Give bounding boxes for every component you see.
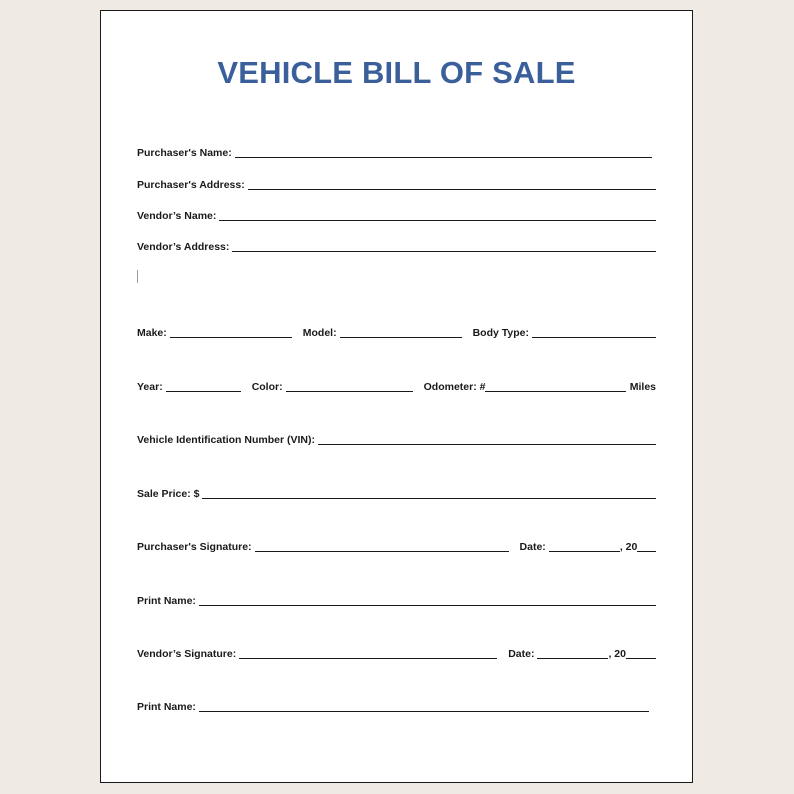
vendor-print-name-row	[137, 697, 649, 713]
color-field[interactable]	[286, 379, 413, 392]
vendor-date-field[interactable]	[537, 646, 608, 659]
vendor-address-row	[137, 237, 656, 253]
purchaser-name-label: Purchaser's Name:	[137, 147, 232, 159]
vendor-name-field[interactable]	[219, 208, 656, 221]
purchaser-print-name-field[interactable]	[199, 593, 656, 606]
purchaser-date-label: Date:	[519, 541, 546, 553]
model-field[interactable]	[340, 325, 462, 338]
year-label: Year:	[137, 381, 163, 393]
miles-label: Miles	[629, 381, 656, 393]
purchaser-name-field[interactable]	[235, 145, 652, 158]
make-field[interactable]	[170, 325, 292, 338]
sale-price-label: Sale Price: $	[137, 488, 200, 500]
vin-field[interactable]	[318, 432, 656, 445]
vendor-print-name-label: Print Name:	[137, 701, 196, 713]
odometer-field[interactable]	[485, 379, 625, 392]
make-label: Make:	[137, 327, 167, 339]
vendor-signature-field[interactable]	[239, 646, 497, 659]
form-title: VEHICLE BILL OF SALE	[217, 55, 576, 90]
purchaser-name-row	[137, 143, 652, 159]
vendor-date-label: Date:	[508, 648, 535, 660]
vendor-name-row	[137, 206, 656, 222]
purchaser-signature-label: Purchaser's Signature:	[137, 541, 252, 553]
purchaser-date-year-field[interactable]	[637, 539, 656, 552]
vendor-date-year-prefix: , 20	[608, 648, 626, 660]
year-color-odometer-row	[137, 377, 656, 393]
odometer-label: Odometer: #	[423, 381, 486, 393]
vin-row	[137, 430, 656, 446]
purchaser-signature-field[interactable]	[255, 539, 509, 552]
purchaser-date-field[interactable]	[549, 539, 620, 552]
color-label: Color:	[251, 381, 283, 393]
sale-price-row	[137, 484, 656, 500]
vendor-name-label: Vendor’s Name:	[137, 210, 217, 222]
vendor-print-name-field[interactable]	[199, 699, 649, 712]
year-field[interactable]	[166, 379, 241, 392]
form-page	[100, 10, 693, 783]
vendor-address-label: Vendor’s Address:	[137, 241, 230, 253]
purchaser-date-year-prefix: , 20	[619, 541, 638, 553]
body-type-label: Body Type:	[472, 327, 529, 339]
vendor-date-year-field[interactable]	[626, 646, 656, 659]
purchaser-address-label: Purchaser's Address:	[137, 179, 245, 191]
purchaser-address-field[interactable]	[248, 177, 656, 190]
vin-label: Vehicle Identification Number (VIN):	[137, 434, 315, 446]
model-label: Model:	[302, 327, 337, 339]
text-cursor	[137, 270, 138, 283]
purchaser-address-row	[137, 175, 656, 191]
make-model-row	[137, 323, 656, 339]
body-type-field[interactable]	[532, 325, 656, 338]
purchaser-signature-row	[137, 537, 656, 553]
sale-price-field[interactable]	[202, 486, 656, 499]
vendor-address-field[interactable]	[232, 239, 656, 252]
purchaser-print-name-label: Print Name:	[137, 595, 196, 607]
vendor-signature-row	[137, 644, 656, 660]
vendor-signature-label: Vendor’s Signature:	[137, 648, 237, 660]
purchaser-print-name-row	[137, 591, 656, 607]
